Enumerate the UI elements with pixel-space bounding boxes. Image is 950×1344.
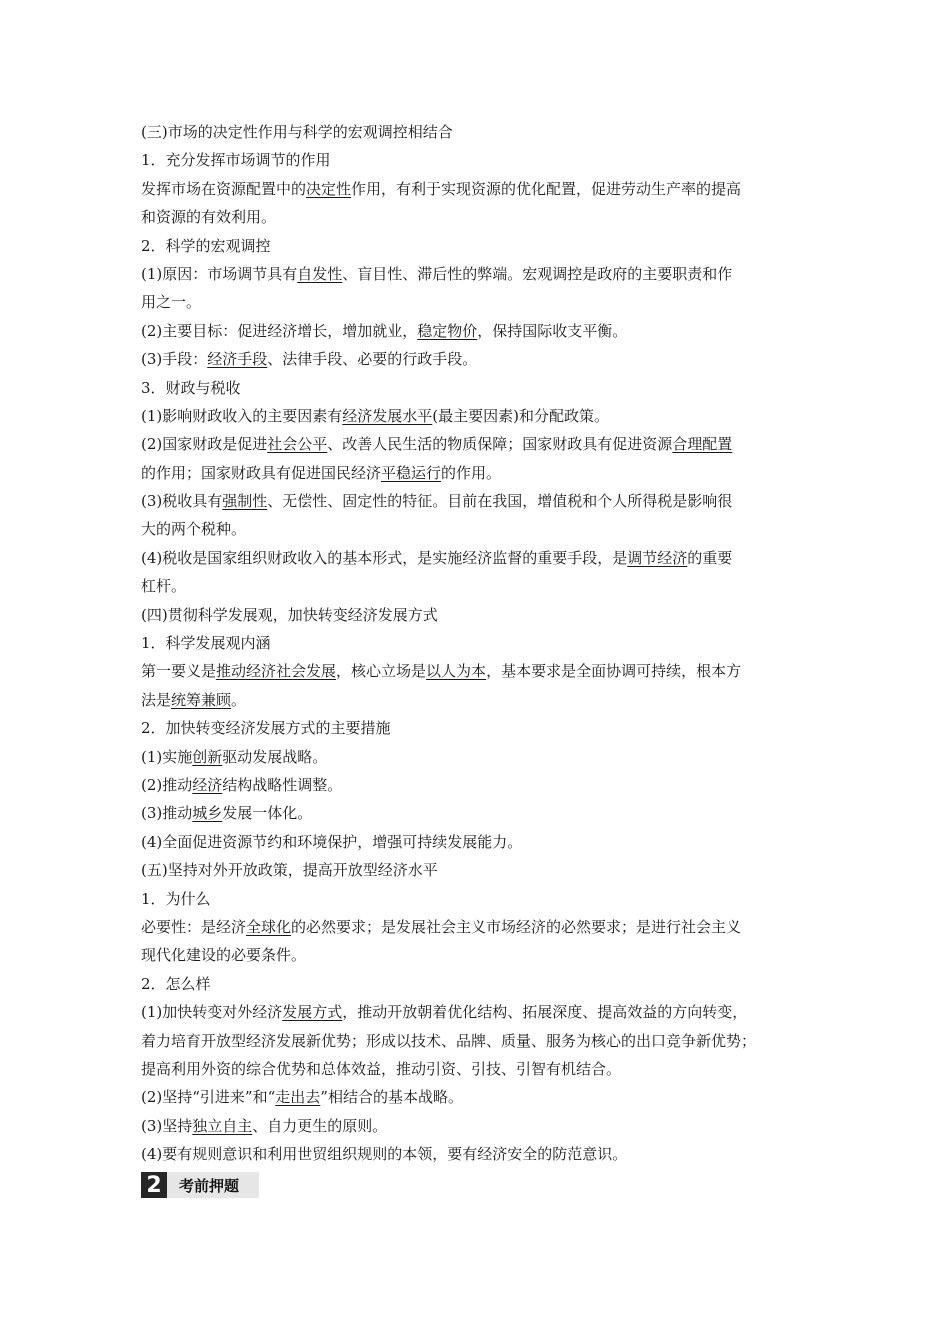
text-segment: (2)主要目标：促进经济增长，增加就业， [141, 321, 418, 340]
text-segment: 、自力更生的原则。 [252, 1116, 388, 1135]
underlined-key-term: 强制性 [222, 492, 268, 511]
text-segment: (1)实施 [141, 747, 193, 766]
document-body [141, 118, 821, 1168]
text-line [141, 317, 821, 345]
text-line [141, 885, 821, 913]
text-segment: (1)原因：市场调节具有 [141, 264, 298, 283]
underlined-key-term: 独立自主 [192, 1116, 253, 1135]
text-line [141, 288, 821, 316]
underlined-key-term: 经济手段 [207, 350, 268, 369]
text-segment: (1)加快转变对外经济 [141, 1003, 283, 1022]
text-line [141, 686, 821, 714]
text-segment: 1．充分发挥市场调节的作用 [141, 151, 331, 170]
text-segment: 杠杆。 [141, 577, 187, 596]
text-line [141, 998, 821, 1026]
underlined-key-term: 决定性 [306, 179, 352, 198]
text-line [141, 402, 821, 430]
text-line [141, 799, 821, 827]
text-segment: 。 [231, 690, 247, 709]
text-segment: 第一要义是 [141, 662, 217, 681]
text-segment: 的作用。 [441, 463, 502, 482]
text-segment: ，推动开放朝着优化结构、拓展深度、提高效益的方向转变， [342, 1003, 748, 1022]
text-line [141, 970, 821, 998]
text-segment: 和资源的有效利用。 [141, 208, 277, 227]
text-segment: (2)国家财政是促进 [141, 435, 268, 454]
text-line [141, 743, 821, 771]
text-line [141, 913, 821, 941]
text-line [141, 941, 821, 969]
text-line [141, 828, 821, 856]
text-line [141, 430, 821, 458]
underlined-key-term: 社会公平 [267, 435, 328, 454]
text-segment: 现代化建设的必要条件。 [141, 946, 307, 965]
section-number-badge: 2 [141, 1172, 167, 1198]
text-segment: ”相结合的基本战略。 [320, 1088, 463, 1107]
underlined-key-term: 调节经济 [627, 548, 688, 567]
text-segment: (4)要有规则意识和利用世贸组织规则的本领，要有经济安全的防范意识。 [141, 1145, 628, 1164]
text-segment: 1．科学发展观内涵 [141, 634, 271, 653]
text-line [141, 345, 821, 373]
text-line [141, 856, 821, 884]
text-line [141, 601, 821, 629]
underlined-key-term: 创新 [192, 747, 223, 766]
text-segment: 、盲目性、滞后性的弊端。宏观调控是政府的主要职责和作 [342, 264, 733, 283]
text-segment: 用之一。 [141, 293, 202, 312]
underlined-key-term: 城乡 [192, 804, 223, 823]
underlined-key-term: 全球化 [246, 917, 292, 936]
text-segment: 发挥市场在资源配置中的 [141, 179, 307, 198]
text-line [141, 515, 821, 543]
text-line [141, 203, 821, 231]
text-segment: 法是 [141, 690, 172, 709]
text-segment: 、法律手段、必要的行政手段。 [267, 350, 478, 369]
text-segment: 着力培育开放型经济发展新优势；形成以技术、品牌、质量、服务为核心的出口竞争新优势； [141, 1031, 757, 1050]
text-line [141, 1083, 821, 1111]
underlined-key-term: 走出去 [275, 1088, 321, 1107]
text-line [141, 544, 821, 572]
text-line [141, 572, 821, 600]
underlined-key-term: 以人为本 [426, 662, 487, 681]
underlined-key-term: 经济 [192, 775, 223, 794]
text-line [141, 1140, 821, 1168]
text-segment: (最主要因素)和分配政策。 [432, 406, 609, 425]
text-line [141, 260, 821, 288]
text-line [141, 459, 821, 487]
underlined-key-term: 发展方式 [282, 1003, 343, 1022]
text-segment: 大的两个税种。 [141, 520, 247, 539]
text-line [141, 146, 821, 174]
text-segment: (四)贯彻科学发展观，加快转变经济发展方式 [141, 605, 438, 624]
text-segment: (3)手段： [141, 350, 208, 369]
underlined-key-term: 稳定物价 [417, 321, 478, 340]
text-segment: 2．科学的宏观调控 [141, 236, 271, 255]
text-line [141, 1112, 821, 1140]
text-segment: (五)坚持对外开放政策，提高开放型经济水平 [141, 861, 438, 880]
underlined-key-term: 合理配置 [672, 435, 733, 454]
text-segment: 1．为什么 [141, 889, 211, 908]
text-line [141, 487, 821, 515]
text-segment: 3．财政与税收 [141, 378, 241, 397]
text-segment: 、改善人民生活的物质保障；国家财政具有促进资源 [327, 435, 673, 454]
text-segment: ，保持国际收支平衡。 [477, 321, 628, 340]
underlined-key-term: 经济发展水平 [342, 406, 433, 425]
text-segment: 结构战略性调整。 [222, 775, 343, 794]
text-segment: 2．怎么样 [141, 974, 211, 993]
text-line [141, 714, 821, 742]
text-segment: (三)市场的决定性作用与科学的宏观调控相结合 [141, 123, 453, 141]
text-segment: (2)推动 [141, 775, 193, 794]
text-segment: 、无偿性、固定性的特征。目前在我国，增值税和个人所得税是影响很 [267, 492, 733, 511]
text-segment: (1)影响财政收入的主要因素有 [141, 406, 343, 425]
text-segment: 的作用；国家财政具有促进国民经济 [141, 463, 382, 482]
underlined-key-term: 统筹兼顾 [171, 690, 232, 709]
section-header [141, 1172, 259, 1198]
text-segment: (2)坚持“引进来”和“ [141, 1088, 276, 1107]
text-segment: 的重要 [687, 548, 733, 567]
underlined-key-term: 平稳运行 [381, 463, 442, 482]
text-line [141, 1055, 821, 1083]
text-line [141, 232, 821, 260]
text-segment: 的必然要求；是发展社会主义市场经济的必然要求；是进行社会主义 [291, 917, 742, 936]
text-segment: (3)坚持 [141, 1116, 193, 1135]
text-segment: (4)全面促进资源节约和环境保护，增强可持续发展能力。 [141, 832, 523, 851]
text-segment: ，基本要求是全面协调可持续，根本方 [486, 662, 742, 681]
text-line [141, 1027, 821, 1055]
text-segment: (3)税收具有 [141, 492, 223, 511]
text-segment: 驱动发展战略。 [222, 747, 328, 766]
text-segment: 发展一体化。 [222, 804, 313, 823]
text-segment: 2．加快转变经济发展方式的主要措施 [141, 719, 391, 738]
text-segment: 提高利用外资的综合优势和总体效益，推动引资、引技、引智有机结合。 [141, 1059, 622, 1078]
section-title: 考前押题 [179, 1176, 240, 1195]
text-segment: (4)税收是国家组织财政收入的基本形式，是实施经济监督的重要手段，是 [141, 548, 628, 567]
text-line [141, 374, 821, 402]
text-segment: (3)推动 [141, 804, 193, 823]
text-line [141, 657, 821, 685]
text-line [141, 629, 821, 657]
text-segment: 必要性：是经济 [141, 917, 247, 936]
text-segment: ，核心立场是 [336, 662, 427, 681]
underlined-key-term: 推动经济社会发展 [216, 662, 337, 681]
text-segment: 作用，有利于实现资源的优化配置，促进劳动生产率的提高 [351, 179, 742, 198]
underlined-key-term: 自发性 [297, 264, 343, 283]
text-line [141, 175, 821, 203]
text-line [141, 771, 821, 799]
text-line [141, 118, 821, 146]
